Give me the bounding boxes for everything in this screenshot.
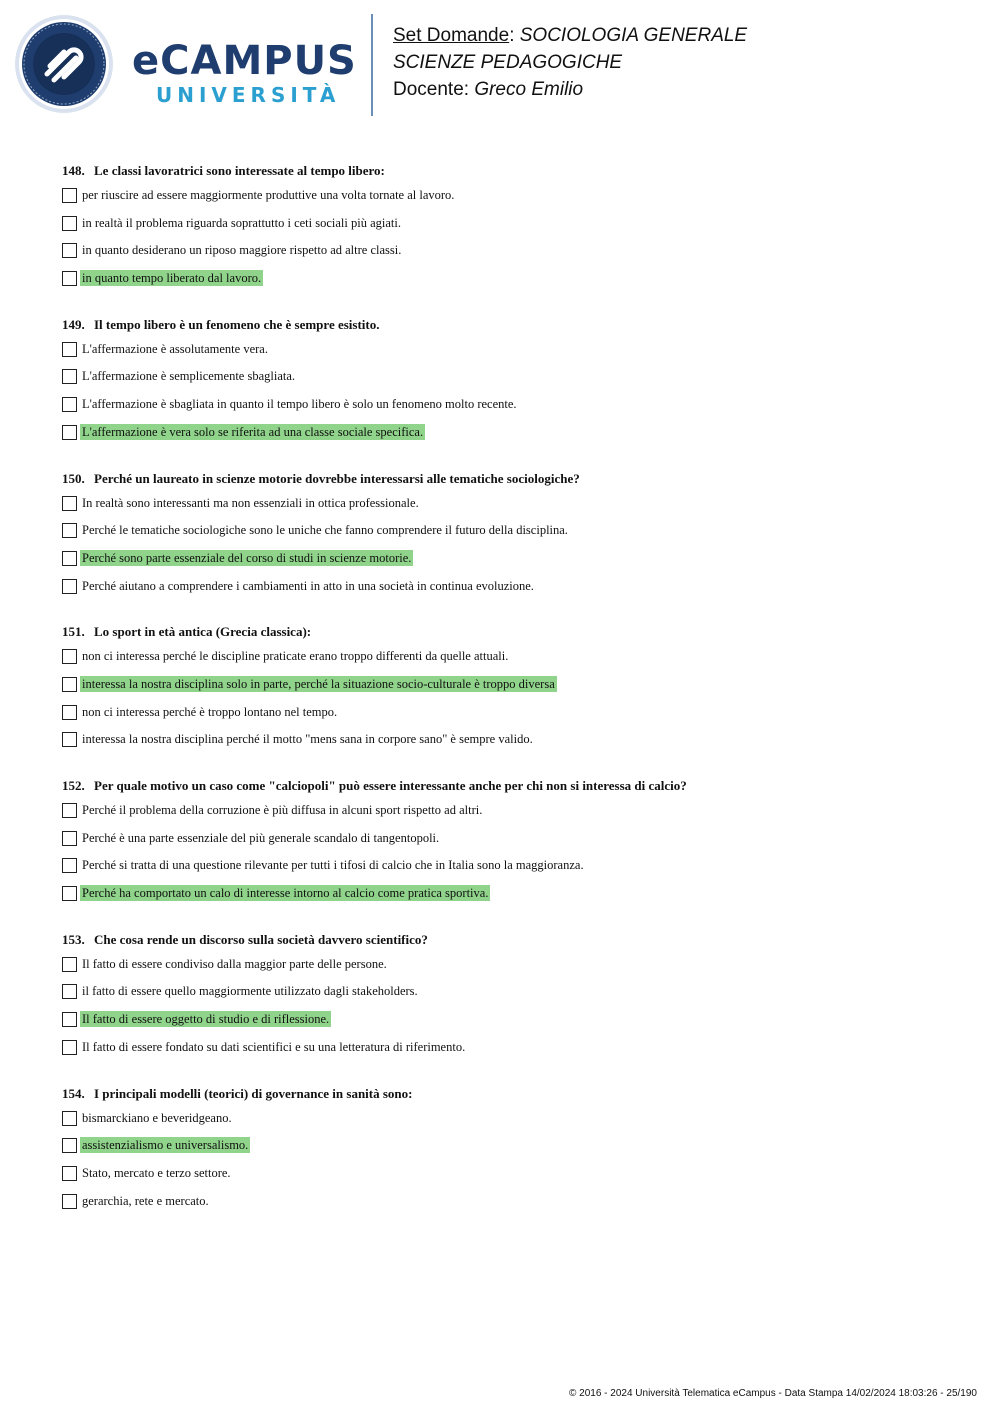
answer-checkbox[interactable] xyxy=(62,243,77,258)
answer-checkbox[interactable] xyxy=(62,886,77,901)
question-number: 150. xyxy=(62,470,85,486)
answer-checkbox[interactable] xyxy=(62,1194,77,1209)
answer-option[interactable] xyxy=(62,1193,962,1221)
answer-option[interactable] xyxy=(62,495,962,523)
question-number: 149. xyxy=(62,316,85,332)
answer-text: Perché le tematiche sociologiche sono le uniche che fanno comprendere il futuro della disciplina. xyxy=(82,523,568,538)
answer-option[interactable] xyxy=(62,368,962,396)
answer-option[interactable] xyxy=(62,704,962,732)
teacher-line xyxy=(393,76,747,103)
question-text: I principali modelli (teorici) di governance in sanità sono: xyxy=(94,1085,413,1101)
answer-text: In realtà sono interessanti ma non essenziali in ottica professionale. xyxy=(82,495,419,510)
answer-option[interactable] xyxy=(62,187,962,215)
set-line: Set Domande: SOCIOLOGIA GENERALE xyxy=(393,25,748,46)
answer-option[interactable] xyxy=(62,270,962,298)
answer-checkbox[interactable] xyxy=(62,984,77,999)
document-info xyxy=(393,22,747,103)
question-list xyxy=(62,161,962,1237)
answer-checkbox[interactable] xyxy=(62,705,77,720)
answer-checkbox[interactable] xyxy=(62,579,77,594)
question-title xyxy=(62,1084,962,1104)
answer-option[interactable] xyxy=(62,802,962,830)
question-block xyxy=(62,622,962,759)
ecampus-logo xyxy=(14,14,374,118)
answer-option[interactable] xyxy=(62,956,962,984)
answer-checkbox[interactable] xyxy=(62,957,77,972)
answer-checkbox[interactable] xyxy=(62,551,77,566)
page-header xyxy=(0,0,1000,130)
answer-checkbox[interactable] xyxy=(62,831,77,846)
question-number: 154. xyxy=(62,1085,85,1101)
answer-text: L'affermazione è sbagliata in quanto il tempo libero è solo un fenomeno molto recente. xyxy=(82,397,517,412)
question-text: Le classi lavoratrici sono interessate al tempo libero: xyxy=(94,163,385,178)
question-number: 148. xyxy=(62,163,85,178)
answer-text-correct: Perché sono parte essenziale del corso di studi in scienze motorie. xyxy=(82,550,412,565)
answer-option[interactable] xyxy=(62,550,962,578)
answer-checkbox[interactable] xyxy=(62,523,77,538)
teacher-name: Greco Emilio xyxy=(474,79,584,100)
answer-checkbox[interactable] xyxy=(62,496,77,511)
answer-text: per riuscire ad essere maggiormente produttive una volta tornate al lavoro. xyxy=(82,188,455,202)
set-value: SOCIOLOGIA GENERALE xyxy=(519,25,748,46)
question-number: 153. xyxy=(62,931,85,947)
answer-checkbox[interactable] xyxy=(62,397,77,412)
question-title xyxy=(62,315,962,335)
course-name: SCIENZE PEDAGOGICHE xyxy=(393,52,623,73)
answer-text: L'affermazione è semplicemente sbagliata. xyxy=(82,369,296,384)
question-text: Per quale motivo un caso come "calciopoli" può essere interessante anche per chi non si interessa di calcio? xyxy=(94,778,687,793)
answer-text: il fatto di essere quello maggiormente utilizzato dagli stakeholders. xyxy=(82,984,418,999)
answer-text: bismarckiano e beveridgeano. xyxy=(82,1110,232,1125)
answer-checkbox[interactable] xyxy=(62,216,77,231)
answer-checkbox[interactable] xyxy=(62,732,77,747)
answer-text: Il fatto di essere fondato su dati scientifici e su una letteratura di riferimento. xyxy=(82,1039,466,1054)
answer-checkbox[interactable] xyxy=(62,677,77,692)
question-title xyxy=(62,776,962,796)
answer-text-correct: in quanto tempo liberato dal lavoro. xyxy=(82,271,262,286)
answer-option[interactable] xyxy=(62,215,962,243)
university-seal-icon xyxy=(14,14,114,114)
question-block xyxy=(62,315,962,452)
question-text: Il tempo libero è un fenomeno che è sempre esistito. xyxy=(94,316,380,332)
answer-option[interactable] xyxy=(62,1039,962,1067)
answer-option[interactable] xyxy=(62,1137,962,1165)
answer-option[interactable] xyxy=(62,676,962,704)
brand-subtitle: UNIVERSITÀ xyxy=(156,83,341,107)
set-label: Set Domande xyxy=(393,25,510,46)
question-block xyxy=(62,776,962,913)
answer-text: L'affermazione è assolutamente vera. xyxy=(82,341,268,356)
question-title xyxy=(62,622,962,642)
answer-checkbox[interactable] xyxy=(62,271,77,286)
answer-text-correct: interessa la nostra disciplina solo in parte, perché la situazione socio-culturale è troppo diversa xyxy=(82,676,555,691)
answer-text: non ci interessa perché le discipline praticate erano troppo differenti da quelle attuali. xyxy=(82,649,509,664)
answer-text: Stato, mercato e terzo settore. xyxy=(82,1165,231,1180)
question-title xyxy=(62,469,962,489)
answer-checkbox[interactable] xyxy=(62,369,77,384)
brand-name: eCAMPUS xyxy=(132,38,357,84)
answer-text: Perché aiutano a comprendere i cambiamenti in atto in una società in continua evoluzione. xyxy=(82,578,534,593)
answer-checkbox[interactable] xyxy=(62,1138,77,1153)
answer-checkbox[interactable] xyxy=(62,425,77,440)
answer-option[interactable] xyxy=(62,885,962,913)
answer-text: in realtà il problema riguarda soprattutto i ceti sociali più agiati. xyxy=(82,215,401,230)
question-text: Lo sport in età antica (Grecia classica): xyxy=(94,624,312,640)
question-text: Che cosa rende un discorso sulla società davvero scientifico? xyxy=(94,931,428,947)
answer-text: Perché si tratta di una questione rilevante per tutti i tifosi di calcio che in Italia sono la maggioranza. xyxy=(82,858,584,873)
question-title xyxy=(62,930,962,950)
answer-text: interessa la nostra disciplina perché il motto "mens sana in corpore sano" è sempre valido. xyxy=(82,732,533,747)
answer-text: gerarchia, rete e mercato. xyxy=(82,1193,209,1208)
answer-option[interactable] xyxy=(62,1165,962,1193)
answer-option[interactable] xyxy=(62,578,962,606)
page-footer: © 2016 - 2024 Università Telematica eCampus - Data Stampa 14/02/2024 18:03:26 - 25/190 xyxy=(569,1388,977,1399)
answer-text: Perché è una parte essenziale del più generale scandalo di tangentopoli. xyxy=(82,830,440,845)
answer-option[interactable] xyxy=(62,242,962,270)
answer-checkbox[interactable] xyxy=(62,1040,77,1055)
question-number: 151. xyxy=(62,624,85,640)
brand-wordmark xyxy=(132,40,357,108)
answer-option[interactable] xyxy=(62,857,962,885)
answer-text-correct: L'affermazione è vera solo se riferita ad una classe sociale specifica. xyxy=(82,424,424,439)
answer-checkbox[interactable] xyxy=(62,858,77,873)
answer-text-correct: Perché ha comportato un calo di interesse intorno al calcio come pratica sportiva. xyxy=(82,886,489,901)
answer-text: Il fatto di essere condiviso dalla maggior parte delle persone. xyxy=(82,956,387,971)
question-block xyxy=(62,161,962,298)
question-number: 152. xyxy=(62,778,85,793)
answer-option[interactable] xyxy=(62,1011,962,1039)
answer-text-correct: assistenzialismo e universalismo. xyxy=(82,1138,249,1153)
answer-option[interactable] xyxy=(62,648,962,676)
answer-option[interactable] xyxy=(62,731,962,759)
question-block xyxy=(62,469,962,606)
answer-checkbox[interactable] xyxy=(62,1012,77,1027)
question-block xyxy=(62,1084,962,1221)
answer-text: Perché il problema della corruzione è più diffusa in alcuni sport rispetto ad altri. xyxy=(82,803,483,817)
answer-checkbox[interactable] xyxy=(62,803,77,818)
answer-checkbox[interactable] xyxy=(62,188,77,203)
question-block xyxy=(62,930,962,1067)
teacher-label: Docente: xyxy=(393,79,470,100)
question-title xyxy=(62,161,962,181)
answer-option[interactable] xyxy=(62,983,962,1011)
answer-checkbox[interactable] xyxy=(62,649,77,664)
answer-option[interactable] xyxy=(62,424,962,452)
answer-checkbox[interactable] xyxy=(62,342,77,357)
question-text: Perché un laureato in scienze motorie dovrebbe interessarsi alle tematiche sociologiche? xyxy=(94,470,580,486)
answer-text: in quanto desiderano un riposo maggiore rispetto ad altre classi. xyxy=(82,243,402,258)
answer-text-correct: Il fatto di essere oggetto di studio e di riflessione. xyxy=(82,1012,330,1027)
answer-option[interactable] xyxy=(62,341,962,369)
answer-option[interactable] xyxy=(62,1110,962,1138)
answer-option[interactable] xyxy=(62,396,962,424)
answer-option[interactable] xyxy=(62,830,962,858)
answer-option[interactable] xyxy=(62,522,962,550)
answer-text: non ci interessa perché è troppo lontano nel tempo. xyxy=(82,704,338,719)
header-divider xyxy=(371,14,373,116)
answer-checkbox[interactable] xyxy=(62,1111,77,1126)
answer-checkbox[interactable] xyxy=(62,1166,77,1181)
